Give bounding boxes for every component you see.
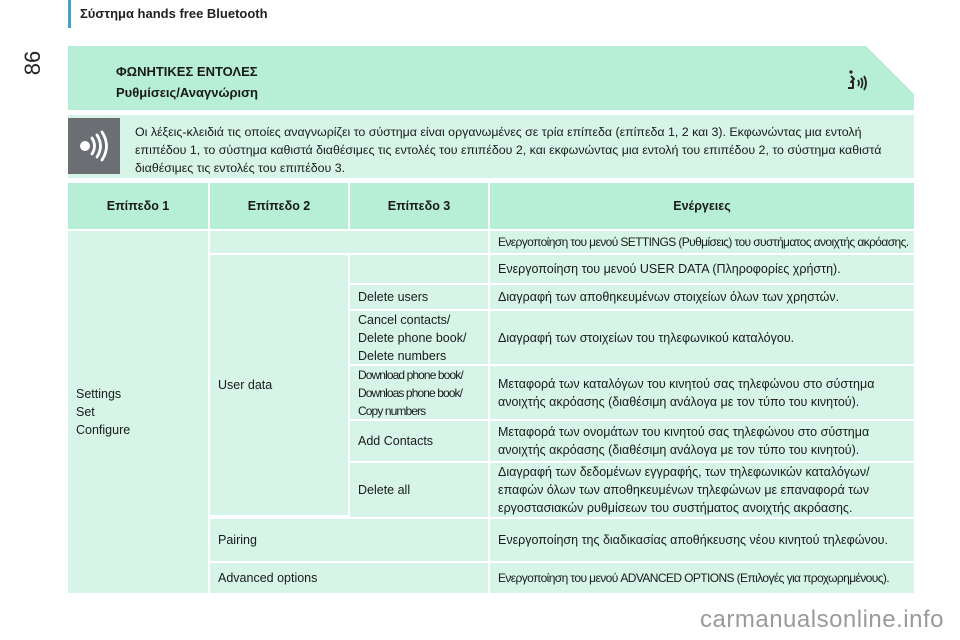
level3-delete-users: Delete users [350, 285, 488, 309]
column-header-actions: Ενέργειες [490, 183, 914, 229]
level1-settings-cell: Settings Set Configure [68, 231, 208, 593]
level2-advanced-options: Advanced options [210, 563, 488, 593]
level3-download-phone-book: Download phone book/ Downloas phone book/ Copy numbers [350, 366, 488, 419]
column-header-level3: Επίπεδο 3 [350, 183, 488, 229]
level3-delete-all: Delete all [350, 463, 488, 517]
column-header-level1: Επίπεδο 1 [68, 183, 208, 229]
action-download-phone-book: Μεταφορά των καταλόγων του κινητού σας τηλεφώνου στο σύστημα ανοιχτής ακρόασης (διαθέσιμη ανάλογα με τον τύπο του κινητού). [490, 366, 914, 419]
action-delete-all: Διαγραφή των δεδομένων εγγραφής, των τηλεφωνικών καταλόγων/ επαφών όλων των αποθηκευμένων τηλεφώνων με επαναφορά των εργοστασιακών ρυθμίσεων του συστήματος ανοιχτής ακρόασης. [490, 463, 914, 517]
watermark: carmanualsonline.info [700, 606, 944, 633]
user-data-spacer-cell [350, 255, 488, 283]
action-pairing: Ενεργοποίηση της διαδικασίας αποθήκευσης νέου κινητού τηλεφώνου. [490, 519, 914, 561]
action-advanced-options: Ενεργοποίηση του μενού ADVANCED OPTIONS (Επιλογές για προχωρημένους). [490, 563, 914, 593]
level2-user-data-cell: User data [210, 255, 348, 515]
settings-spacer-cell [210, 231, 488, 253]
page-header-title: Σύστημα hands free Bluetooth [80, 6, 268, 21]
column-header-level2: Επίπεδο 2 [210, 183, 348, 229]
settings-action-cell: Ενεργοποίηση του μενού SETTINGS (Ρυθμίσεις) του συστήματος ανοιχτής ακρόασης. [490, 231, 914, 253]
header-accent-bar [68, 0, 71, 28]
voice-command-icon [845, 68, 873, 96]
page-number: 86 [20, 50, 45, 76]
action-cancel-contacts: Διαγραφή των στοιχείων του τηλεφωνικού καταλόγου. [490, 311, 914, 364]
section-subtitle: Ρυθμίσεις/Αναγνώριση [116, 85, 258, 100]
intro-text: Οι λέξεις-κλειδιά τις οποίες αναγνωρίζει το σύστημα είναι οργανωμένες σε τρία επίπεδα (επίπεδα 1, 2 και 3). Εκφωνώντας μια εντολή επιπέδου 1, το σύστημα καθιστά διαθέσιμες τις εντολές του επιπέδου 2, και εκφωνώντας μια εντολή του επιπέδου 2, το σύστημα καθιστά διαθέσιμες τις εντολές του επιπέδου 3. [135, 125, 882, 175]
voice-level-icon-box [68, 118, 120, 174]
level3-cancel-contacts: Cancel contacts/ Delete phone book/ Delete numbers [350, 311, 488, 364]
level3-add-contacts: Add Contacts [350, 421, 488, 461]
section-title: ΦΩΝΗΤΙΚΕΣ ΕΝΤΟΛΕΣ [116, 64, 258, 79]
action-delete-users: Διαγραφή των αποθηκευμένων στοιχείων όλων των χρηστών. [490, 285, 914, 309]
level2-pairing: Pairing [210, 519, 488, 561]
action-add-contacts: Μεταφορά των ονομάτων του κινητού σας τηλεφώνου στο σύστημα ανοιχτής ακρόασης (διαθέσιμη ανάλογα με τον τύπο του κινητού). [490, 421, 914, 461]
voice-level-icon [76, 128, 112, 164]
user-data-action-cell: Ενεργοποίηση του μενού USER DATA (Πληροφορίες χρήστη). [490, 255, 914, 283]
